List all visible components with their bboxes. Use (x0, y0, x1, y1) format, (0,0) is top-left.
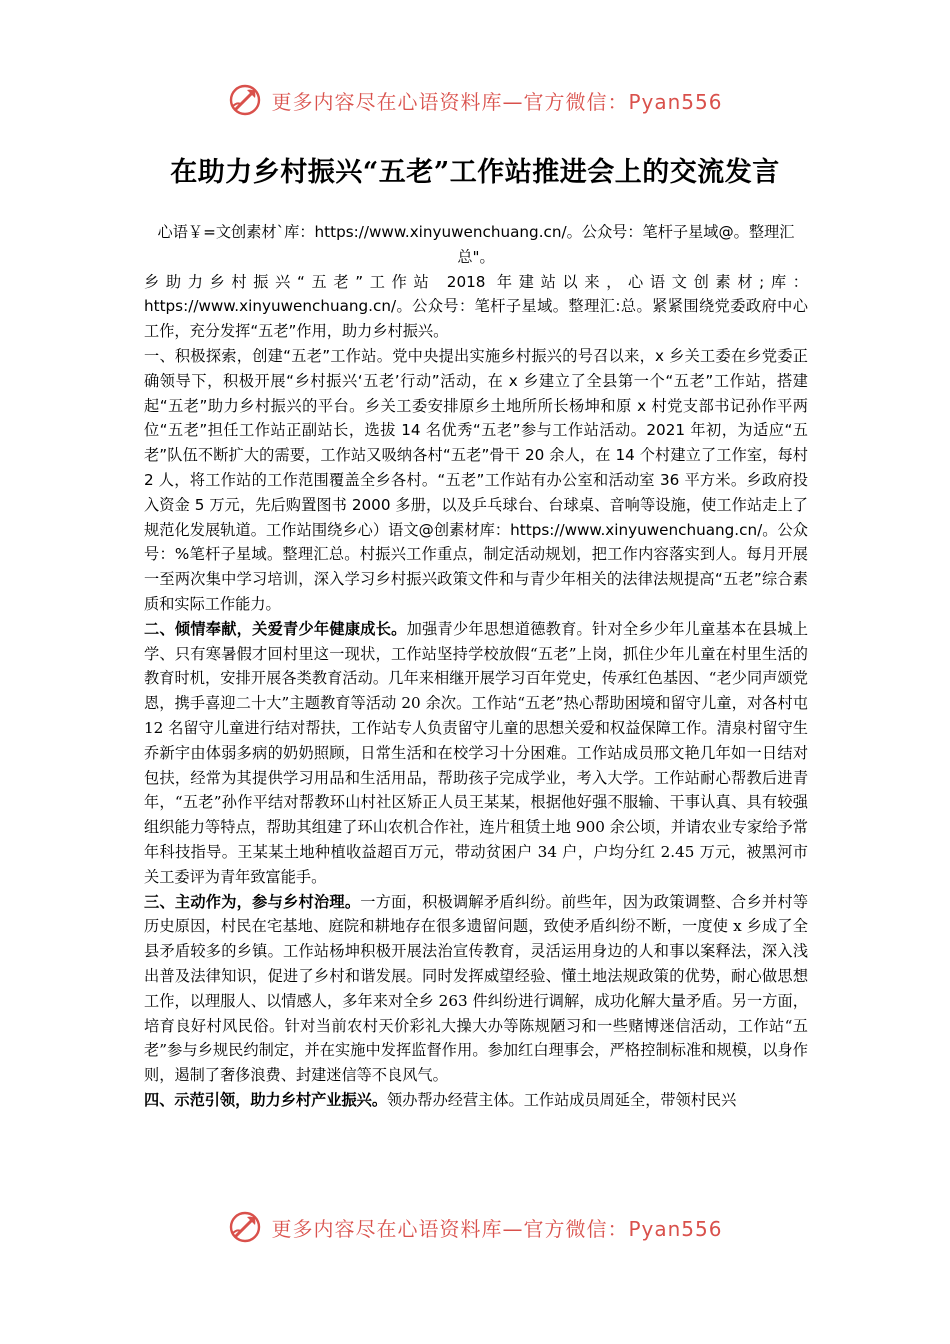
page-title: 在助力乡村振兴“五老”工作站推进会上的交流发言 (170, 157, 780, 188)
section-two-heading: 二、倾情奉献，关爱青少年健康成长。 (144, 619, 407, 638)
quill-logo-icon (227, 1209, 263, 1245)
section-four-paragraph (144, 1088, 808, 1113)
header-watermark-banner (0, 82, 950, 118)
article-body (144, 220, 808, 1113)
section-four-heading: 四、示范引领，助力乡村产业振兴。 (144, 1090, 387, 1109)
section-two-paragraph (144, 617, 808, 890)
section-four-body: 领办帮办经营主体。工作站成员周延全，带领村民兴 (387, 1090, 737, 1109)
header-watermark-text: 更多内容尽在心语资料库—官方微信：Pyan556 (271, 89, 723, 114)
section-one-paragraph: 一、积极探索，创建“五老”工作站。党中央提出实施乡村振兴的号召以来，x 乡关工委在乡党委正确领导下，积极开展“乡村振兴‘五老’行动”活动，在 x 乡建立了全县第一个“五老”工作站，搭建起“五老”助力乡村振兴的平台。乡关工委安排原乡土地所所长杨坤和原 x 村党支部书记孙作平两位“五老”担任工作站正副站长，选拔 14 名优秀“五老”参与工作站活动。2021 年初，为适应“五老”队伍不断扩大的需要，工作站又吸纳各村“五老”骨干 20 余人，在 14 个村建立了工作室，每村 2 人，将工作站的工作范围覆盖全乡各村。“五老”工作站有办公室和活动室 36 平方米。乡政府投入资金 5 万元，先后购置图书 2000 多册，以及乒乓球台、台球桌、音响等设施，使工作站走上了规范化发展轨道。工作站围绕乡心）语文@创素材库：https://www.xinyuwenchuang.cn/。公众号：%笔杆子星域。整理汇总。村振兴工作重点，制定活动规划，把工作内容落实到人。每月开展一至两次集中学习培训，深入学习乡村振兴政策文件和与青少年相关的法律法规提高“五老”综合素质和实际工作能力。 (144, 346, 808, 613)
footer-watermark-text: 更多内容尽在心语资料库—官方微信：Pyan556 (271, 1216, 723, 1241)
section-three-heading: 三、主动作为，参与乡村治理。 (144, 892, 361, 911)
intro-paragraph: 乡助力乡村振兴“五老”工作站 2018 年建站以来，心语文创素材;库：https://www.xinyuwenchuang.cn/。公众号：笔杆子星域。整理汇:总。紧紧围绕党委政府中心工作，充分发挥“五老”作用，助力乡村振兴。 (144, 272, 808, 341)
section-three-paragraph (144, 890, 808, 1088)
section-three-body: 一方面，积极调解矛盾纠纷。前些年，因为政策调整、合乡并村等历史原因，村民在宅基地、庭院和耕地存在很多遗留问题，致使矛盾纠纷不断，一度使 x 乡成了全县矛盾较多的乡镇。工作站杨坤积极开展法治宣传教育，灵活运用身边的人和事以案释法，深入浅出普及法律知识，促进了乡村和谐发展。同时发挥威望经验、懂土地法规政策的优势，耐心做思想工作，以理服人、以情感人，多年来对全乡 263 件纠纷进行调解，成功化解大量矛盾。另一方面，培育良好村风民俗。针对当前农村天价彩礼大操大办等陈规陋习和一些赌博迷信活动，工作站“五老”参与乡规民约制定，并在实施中发挥监督作用。参加红白理事会，严格控制标准和规模，以身作则，遏制了奢侈浪费、封建迷信等不良风气。 (144, 892, 809, 1085)
quill-logo-icon (227, 82, 263, 118)
source-note: 心语￥=文创素材`库：https://www.xinyuwenchuang.cn/。公众号：笔杆子星域@。整理汇总"。 (157, 223, 795, 266)
footer-watermark-banner (0, 1209, 950, 1245)
section-two-body: 加强青少年思想道德教育。针对全乡少年儿童基本在县城上学、只有寒暑假才回村里这一现状，工作站坚持学校放假“五老”上岗，抓住少年儿童在村里生活的教育时机，安排开展各类教育活动。几年来相继开展学习百年党史，传承红色基因、“老少同声颂党恩，携手喜迎二十大”主题教育等活动 20 余次。工作站“五老”热心帮助困境和留守儿童，对各村屯 12 名留守儿童进行结对帮扶，工作站专人负责留守儿童的思想关爱和权益保障工作。清泉村留守生乔新宇由体弱多病的奶奶照顾，日常生活和在校学习十分困难。工作站成员邢文艳几年如一日结对包扶，经常为其提供学习用品和生活用品，帮助孩子完成学业，考入大学。工作站耐心帮教后进青年，“五老”孙作平结对帮教环山村社区矫正人员王某某，根据他好强不服输、干事认真、具有较强组织能力等特点，帮助其组建了环山农机合作社，连片租赁土地 900 余公顷，并请农业专家给予常年科技指导。王某某土地种植收益超百万元，带动贫困户 34 户，户均分红 2.45 万元，被黑河市关工委评为青年致富能手。 (144, 619, 809, 886)
